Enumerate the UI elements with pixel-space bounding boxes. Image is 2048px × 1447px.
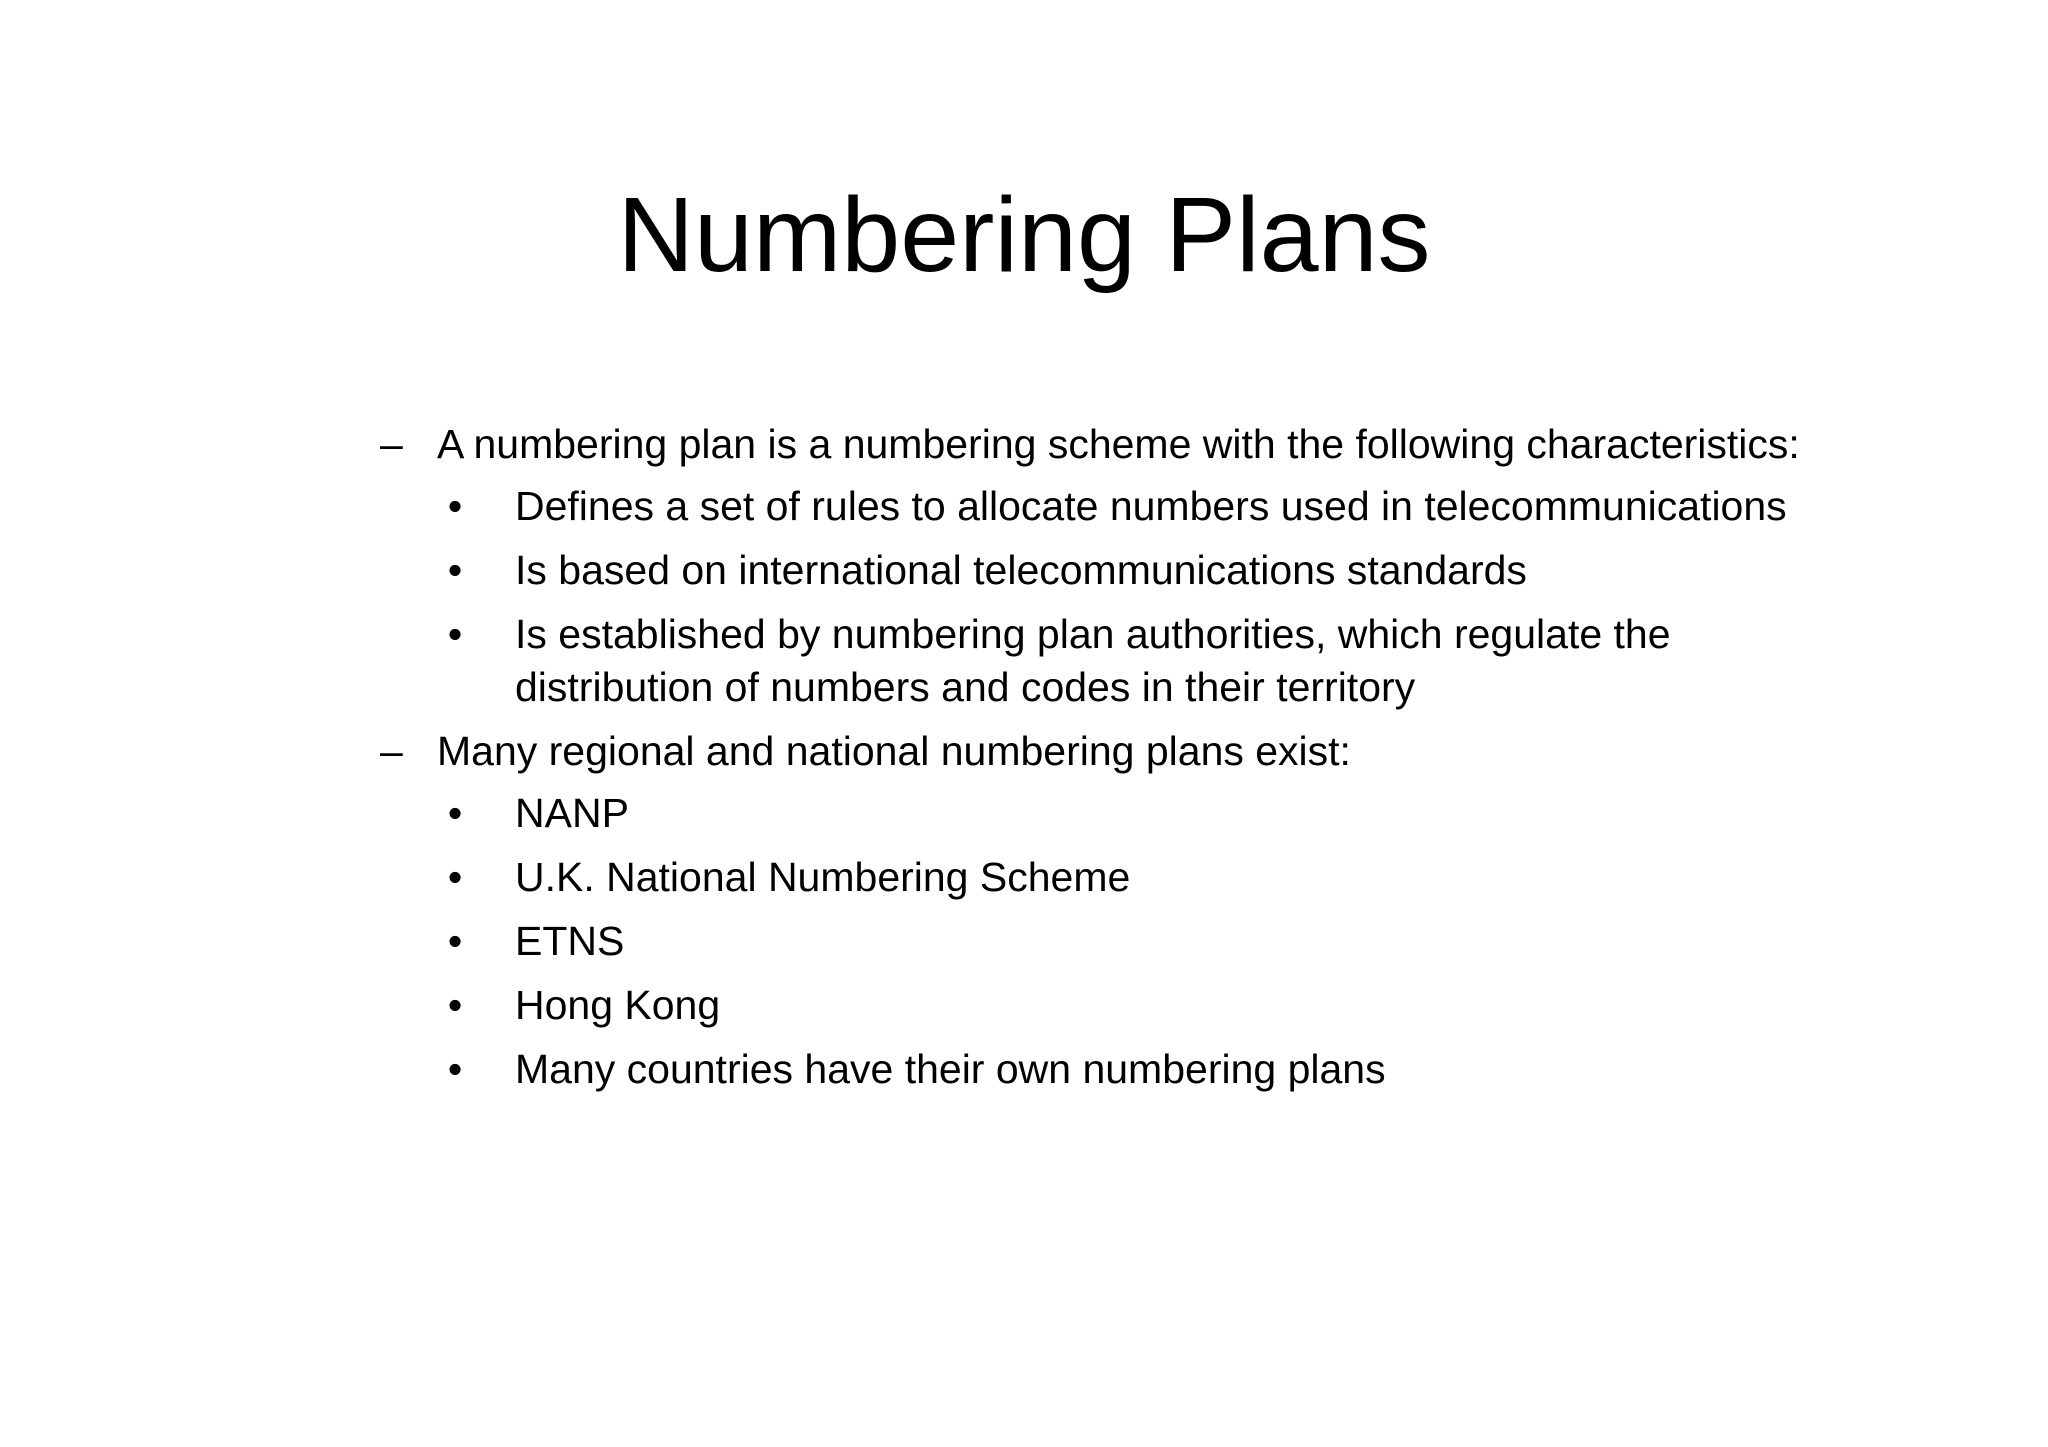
- bullet-text: A numbering plan is a numbering scheme with the following characteristics:: [437, 421, 1800, 467]
- sub-bullet-text: ETNS: [515, 918, 625, 964]
- bullet-item: [380, 418, 1800, 714]
- bullet-item: [380, 725, 1800, 1096]
- sub-bullet-text: U.K. National Numbering Scheme: [515, 854, 1131, 900]
- bullet-dot-marker: •: [447, 982, 463, 1028]
- dash-marker: –: [380, 421, 403, 467]
- sub-bullet-list: [380, 787, 1800, 1096]
- sub-bullet-text: Hong Kong: [515, 982, 721, 1028]
- sub-bullet-text: Defines a set of rules to allocate numbers used in telecommunications: [515, 483, 1787, 529]
- sub-bullet-item: [437, 480, 1800, 533]
- sub-bullet-item: [437, 979, 1800, 1032]
- sub-bullet-list: [380, 480, 1800, 714]
- sub-bullet-text: Is based on international telecommunications standards: [515, 547, 1527, 593]
- bullet-dot-marker: •: [447, 611, 463, 657]
- sub-bullet-text: NANP: [515, 790, 629, 836]
- sub-bullet-item: [437, 787, 1800, 840]
- bullet-dot-marker: •: [447, 483, 463, 529]
- bullet-dot-marker: •: [447, 854, 463, 900]
- bullet-dot-marker: •: [447, 918, 463, 964]
- sub-bullet-text: Is established by numbering plan authorities, which regulate the distribution of numbers and codes in their territory: [515, 611, 1671, 710]
- sub-bullet-text: Many countries have their own numbering plans: [515, 1046, 1386, 1092]
- sub-bullet-item: [437, 915, 1800, 968]
- bullet-text: Many regional and national numbering plans exist:: [437, 728, 1351, 774]
- dash-marker: –: [380, 728, 403, 774]
- slide-title: Numbering Plans: [617, 176, 1431, 294]
- sub-bullet-item: [437, 1043, 1800, 1096]
- bullet-dot-marker: •: [447, 1046, 463, 1092]
- sub-bullet-item: [437, 544, 1800, 597]
- sub-bullet-item: [437, 851, 1800, 904]
- bullet-dot-marker: •: [447, 547, 463, 593]
- bullet-list: [380, 418, 1800, 1107]
- bullet-dot-marker: •: [447, 790, 463, 836]
- sub-bullet-item: [437, 608, 1800, 714]
